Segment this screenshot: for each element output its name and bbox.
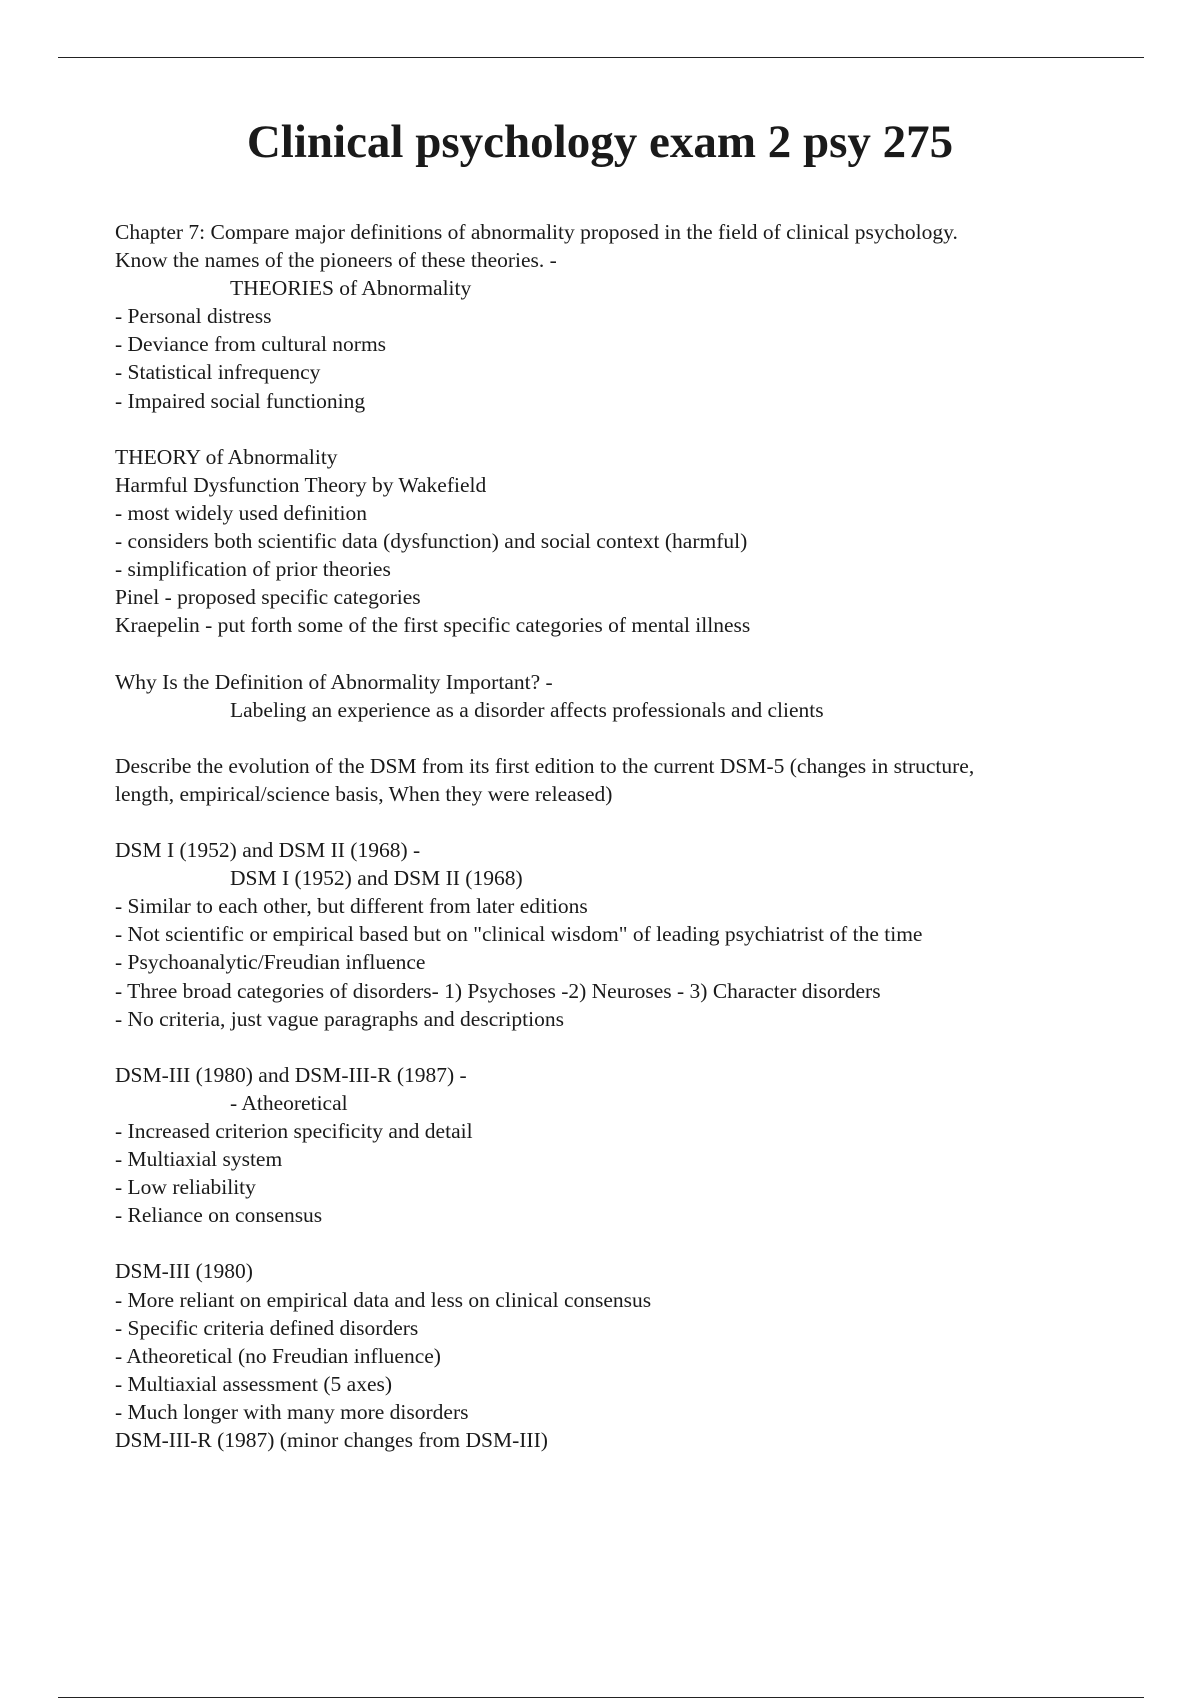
text-line: - Multiaxial assessment (5 axes) [115, 1371, 393, 1396]
document-title: Clinical psychology exam 2 psy 275 [246, 116, 954, 168]
text-line: Labeling an experience as a disorder affects professionals and clients [230, 697, 824, 722]
text-line: - Statistical infrequency [115, 360, 321, 385]
text-line: DSM I (1952) and DSM II (1968) - [115, 838, 421, 863]
paragraph-gap [115, 1229, 1115, 1257]
text-line: Describe the evolution of the DSM from its first edition to the current DSM-5 (changes in structure, [115, 753, 975, 778]
text-line: - most widely used definition [115, 500, 367, 525]
text-line: - Personal distress [115, 304, 272, 329]
document-section [115, 1061, 1115, 1230]
text-line: Kraepelin - put forth some of the first specific categories of mental illness [115, 613, 751, 638]
document-body [115, 218, 1115, 1454]
text-line: THEORY of Abnormality [115, 444, 338, 469]
document-section [115, 1257, 1115, 1454]
text-line: Why Is the Definition of Abnormality Important? - [115, 669, 553, 694]
text-line: Pinel - proposed specific categories [115, 585, 421, 610]
text-line: - No criteria, just vague paragraphs and descriptions [115, 1006, 564, 1031]
text-line: DSM-III (1980) and DSM-III-R (1987) - [115, 1062, 467, 1087]
text-line: - Impaired social functioning [115, 388, 366, 413]
paragraph-gap [115, 639, 1115, 667]
text-line: - Reliance on consensus [115, 1203, 323, 1228]
document-section [115, 836, 1115, 1033]
text-line: - Similar to each other, but different from later editions [115, 894, 588, 919]
document-section [115, 443, 1115, 640]
text-line: - Deviance from cultural norms [115, 332, 387, 357]
document-section [115, 668, 1115, 724]
text-line: - Much longer with many more disorders [115, 1399, 469, 1424]
text-line: Know the names of the pioneers of these theories. - [115, 248, 557, 273]
top-rule [58, 57, 1144, 58]
text-line: - Not scientific or empirical based but on "clinical wisdom" of leading psychiatrist of the time [115, 922, 923, 947]
text-line: DSM-III (1980) [115, 1259, 253, 1284]
text-line: THEORIES of Abnormality [230, 276, 472, 301]
text-line: Harmful Dysfunction Theory by Wakefield [115, 472, 487, 497]
paragraph-gap [115, 808, 1115, 836]
paragraph-gap [115, 724, 1115, 752]
document-section [115, 752, 1115, 808]
text-line: - Increased criterion specificity and detail [115, 1119, 473, 1143]
text-line: DSM-III-R (1987) (minor changes from DSM-III) [115, 1428, 548, 1453]
text-line: - Specific criteria defined disorders [115, 1315, 419, 1340]
text-line: - simplification of prior theories [115, 557, 391, 582]
paragraph-gap [115, 415, 1115, 443]
document-section [115, 218, 1115, 415]
text-line: - Three broad categories of disorders- 1) Psychoses -2) Neuroses - 3) Character disorders [115, 978, 881, 1003]
text-line: - Atheoretical (no Freudian influence) [115, 1343, 441, 1368]
text-line: - Atheoretical [230, 1090, 348, 1115]
text-line: - More reliant on empirical data and less on clinical consensus [115, 1287, 652, 1312]
paragraph-gap [115, 1033, 1115, 1061]
text-line: DSM I (1952) and DSM II (1968) [230, 866, 523, 891]
bottom-rule [58, 1697, 1144, 1698]
text-line: Chapter 7: Compare major definitions of abnormality proposed in the field of clinical psychology. [115, 220, 958, 244]
text-line: - Psychoanalytic/Freudian influence [115, 950, 426, 975]
text-line: - Low reliability [115, 1175, 256, 1200]
text-line: - Multiaxial system [115, 1147, 283, 1172]
text-line: - considers both scientific data (dysfunction) and social context (harmful) [115, 529, 748, 554]
text-line: length, empirical/science basis, When they were released) [115, 781, 613, 806]
